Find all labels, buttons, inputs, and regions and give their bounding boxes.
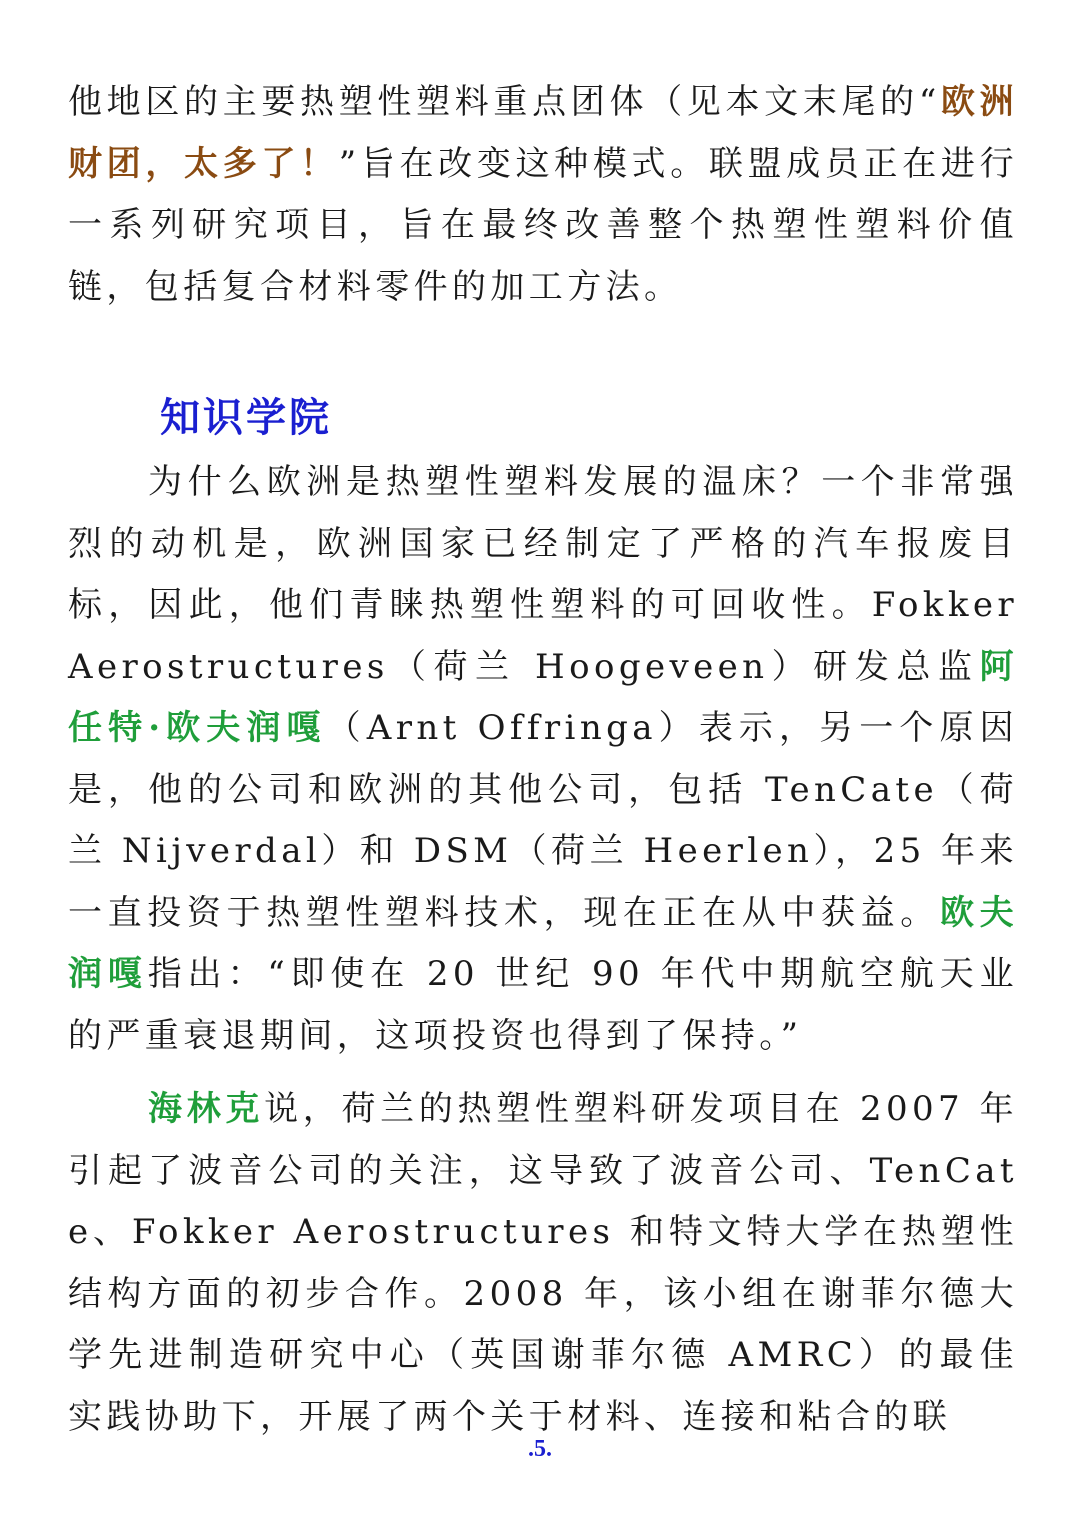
paragraph-intro-text-2: ”旨在改变这种模式。联盟成员正在进行一系列研究项目，旨在最终改善整个热塑性塑料价值链，包括复合材料零件的加工方法。 [68, 143, 1018, 307]
section-heading: 知识学院 [160, 394, 332, 441]
paragraph-boeing-text: 说，荷兰的热塑性塑料研发项目在 2007 年引起了波音公司的关注，这导致了波音公司、TenCate、Fokker Aerostructures 和特文特大学在热塑性结构方面的初步合作。2008 年，该小组在谢菲尔德大学先进制造研究中心（英国谢菲尔德 AMRC）的最佳实践协助下，开展了两个关于材料、连接和粘合的联 [68, 1089, 1018, 1437]
paragraph-intro [68, 72, 1018, 318]
paragraph-europe [68, 452, 1018, 1067]
person-name-offringa-short: 欧夫润嘎 [68, 892, 1018, 994]
paragraph-boeing [68, 1079, 1018, 1448]
person-name-hielink: 海林克 [148, 1089, 265, 1129]
article-body [68, 72, 1018, 1448]
paragraph-europe-text-1: 为什么欧洲是热塑性塑料发展的温床？一个非常强烈的动机是，欧洲国家已经制定了严格的汽车报废目标，因此，他们青睐热塑性塑料的可回收性。Fokker Aerostructures（荷兰 Hoogeveen）研发总监 [68, 462, 1018, 687]
paragraph-europe-text-2: （Arnt Offringa）表示，另一个原因是，他的公司和欧洲的其他公司，包括 TenCate（荷兰 Nijverdal）和 DSM（荷兰 Heerlen），25 年来一直投资于热塑性塑料技术，现在正在从中获益。 [68, 708, 1018, 933]
consortium-highlight: 欧洲财团，太多了！ [68, 82, 1018, 184]
paragraph-europe-text-3: 指出：“即使在 20 世纪 90 年代中期航空航天业的严重衰退期间，这项投资也得到了保持。” [68, 954, 1018, 1056]
person-name-offringa: 阿任特·欧夫润嘎 [68, 646, 1018, 748]
paragraph-intro-text-1: 他地区的主要热塑性塑料重点团体（见本文末尾的“ [68, 82, 941, 122]
page-number: .5. [528, 1436, 552, 1462]
